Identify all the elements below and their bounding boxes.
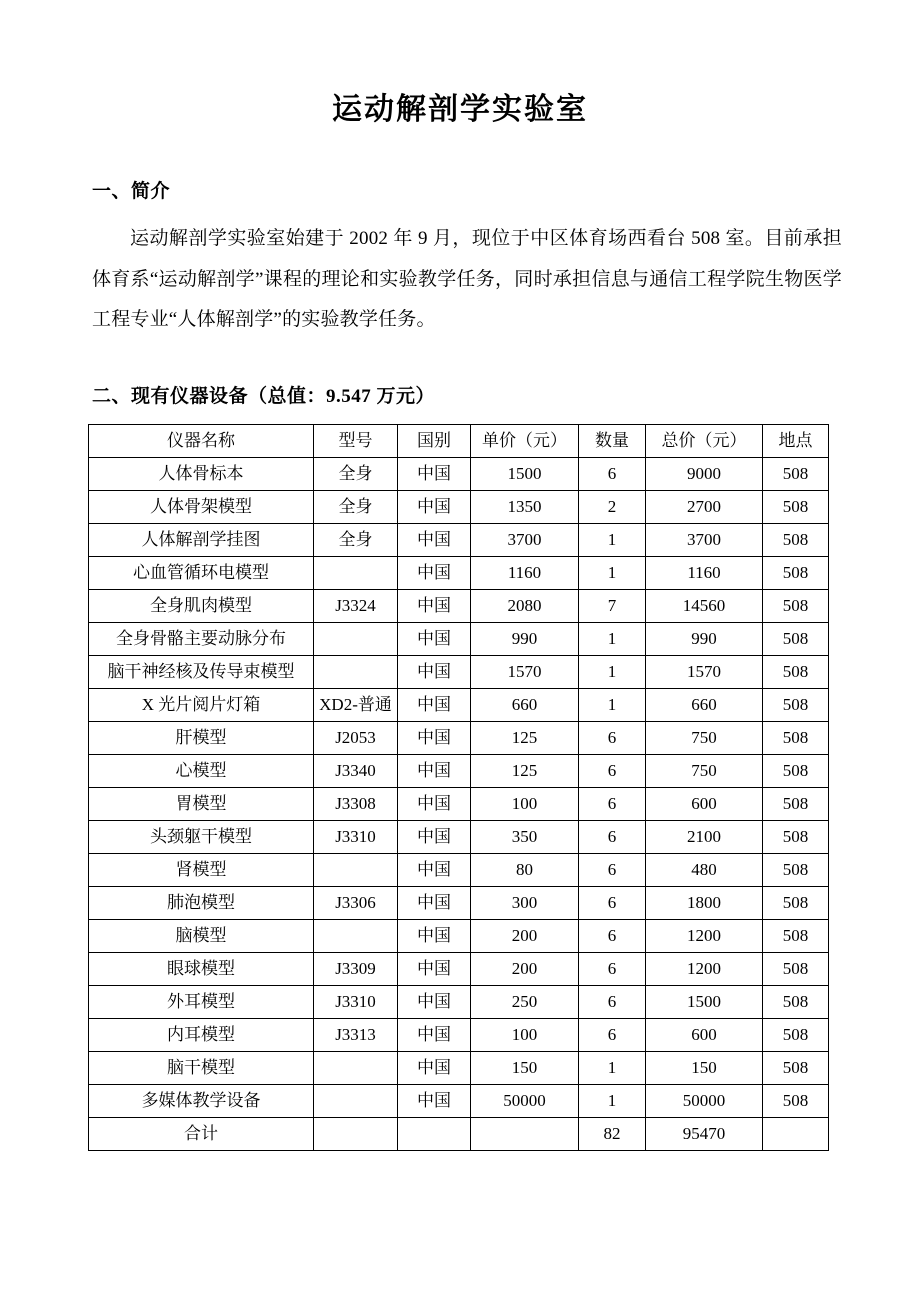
cell-quantity: 6: [579, 820, 646, 853]
cell-country: 中国: [398, 490, 471, 523]
cell-total: 480: [646, 853, 763, 886]
cell-name: 全身肌肉模型: [89, 589, 314, 622]
cell-model: [314, 1051, 398, 1084]
total-model: [314, 1117, 398, 1150]
equipment-table: [88, 424, 829, 1151]
table-row: [89, 622, 829, 655]
cell-price: 1160: [471, 556, 579, 589]
cell-price: 300: [471, 886, 579, 919]
cell-location: 508: [763, 853, 829, 886]
equipment-table-wrapper: [0, 410, 920, 1151]
table-row: [89, 721, 829, 754]
table-row: [89, 820, 829, 853]
cell-model: J3310: [314, 985, 398, 1018]
table-row: [89, 1018, 829, 1051]
cell-model: 全身: [314, 490, 398, 523]
cell-location: 508: [763, 523, 829, 556]
cell-total: 1800: [646, 886, 763, 919]
cell-name: X 光片阅片灯箱: [89, 688, 314, 721]
cell-name: 全身骨骼主要动脉分布: [89, 622, 314, 655]
cell-model: [314, 1084, 398, 1117]
cell-total: 600: [646, 1018, 763, 1051]
cell-name: 人体骨架模型: [89, 490, 314, 523]
cell-country: 中国: [398, 985, 471, 1018]
cell-model: 全身: [314, 523, 398, 556]
cell-quantity: 6: [579, 985, 646, 1018]
cell-total: 50000: [646, 1084, 763, 1117]
table-row: [89, 688, 829, 721]
cell-name: 心血管循环电模型: [89, 556, 314, 589]
cell-country: 中国: [398, 523, 471, 556]
cell-name: 人体骨标本: [89, 457, 314, 490]
cell-total: 2100: [646, 820, 763, 853]
cell-quantity: 6: [579, 754, 646, 787]
table-total-row: [89, 1117, 829, 1150]
cell-model: J3310: [314, 820, 398, 853]
cell-total: 2700: [646, 490, 763, 523]
table-row: [89, 655, 829, 688]
cell-total: 990: [646, 622, 763, 655]
cell-name: 胃模型: [89, 787, 314, 820]
cell-country: 中国: [398, 952, 471, 985]
cell-quantity: 6: [579, 1018, 646, 1051]
cell-location: 508: [763, 589, 829, 622]
column-header-price: 单价（元）: [471, 424, 579, 457]
table-row: [89, 1084, 829, 1117]
cell-price: 100: [471, 787, 579, 820]
cell-quantity: 1: [579, 556, 646, 589]
table-row: [89, 985, 829, 1018]
cell-total: 9000: [646, 457, 763, 490]
cell-price: 990: [471, 622, 579, 655]
cell-country: 中国: [398, 1051, 471, 1084]
cell-location: 508: [763, 457, 829, 490]
cell-quantity: 2: [579, 490, 646, 523]
cell-quantity: 6: [579, 853, 646, 886]
table-row: [89, 490, 829, 523]
cell-price: 3700: [471, 523, 579, 556]
cell-name: 心模型: [89, 754, 314, 787]
cell-quantity: 1: [579, 655, 646, 688]
table-row: [89, 589, 829, 622]
cell-quantity: 1: [579, 622, 646, 655]
table-header-row: [89, 424, 829, 457]
cell-price: 125: [471, 754, 579, 787]
cell-location: 508: [763, 556, 829, 589]
cell-quantity: 6: [579, 952, 646, 985]
cell-name: 肝模型: [89, 721, 314, 754]
cell-name: 多媒体教学设备: [89, 1084, 314, 1117]
cell-quantity: 6: [579, 886, 646, 919]
section-heading-equipment: 二、现有仪器设备（总值：9.547 万元）: [92, 386, 436, 408]
table-row: [89, 754, 829, 787]
cell-country: 中国: [398, 622, 471, 655]
cell-location: 508: [763, 919, 829, 952]
cell-name: 外耳模型: [89, 985, 314, 1018]
table-row: [89, 787, 829, 820]
cell-quantity: 1: [579, 523, 646, 556]
cell-location: 508: [763, 985, 829, 1018]
cell-country: 中国: [398, 457, 471, 490]
cell-quantity: 6: [579, 787, 646, 820]
cell-model: [314, 853, 398, 886]
cell-model: 全身: [314, 457, 398, 490]
cell-model: [314, 622, 398, 655]
cell-price: 50000: [471, 1084, 579, 1117]
column-header-country: 国别: [398, 424, 471, 457]
cell-name: 眼球模型: [89, 952, 314, 985]
cell-country: 中国: [398, 655, 471, 688]
cell-location: 508: [763, 952, 829, 985]
cell-country: 中国: [398, 754, 471, 787]
total-country: [398, 1117, 471, 1150]
cell-model: [314, 919, 398, 952]
column-header-quantity: 数量: [579, 424, 646, 457]
cell-total: 150: [646, 1051, 763, 1084]
cell-country: 中国: [398, 886, 471, 919]
cell-name: 脑干模型: [89, 1051, 314, 1084]
cell-model: J3309: [314, 952, 398, 985]
total-quantity: 82: [579, 1117, 646, 1150]
page-title: 运动解剖学实验室: [332, 93, 588, 126]
column-header-total: 总价（元）: [646, 424, 763, 457]
cell-model: J3340: [314, 754, 398, 787]
cell-model: J3306: [314, 886, 398, 919]
cell-location: 508: [763, 655, 829, 688]
cell-total: 1160: [646, 556, 763, 589]
cell-price: 1350: [471, 490, 579, 523]
table-row: [89, 919, 829, 952]
cell-location: 508: [763, 1018, 829, 1051]
cell-price: 2080: [471, 589, 579, 622]
cell-model: J3313: [314, 1018, 398, 1051]
cell-total: 1200: [646, 952, 763, 985]
column-header-name: 仪器名称: [89, 424, 314, 457]
cell-price: 660: [471, 688, 579, 721]
cell-location: 508: [763, 721, 829, 754]
table-row: [89, 457, 829, 490]
cell-country: 中国: [398, 919, 471, 952]
cell-location: 508: [763, 1051, 829, 1084]
cell-total: 600: [646, 787, 763, 820]
table-row: [89, 886, 829, 919]
cell-model: XD2-普通: [314, 688, 398, 721]
cell-total: 660: [646, 688, 763, 721]
cell-total: 750: [646, 754, 763, 787]
introduction-paragraph: 运动解剖学实验室始建于 2002 年 9 月，现位于中区体育场西看台 508 室。目前承担体育系“运动解剖学”课程的理论和实验教学任务，同时承担信息与通信工程学院生物医学工程专业“人体解剖学”的实验教学任务。: [92, 227, 842, 331]
cell-country: 中国: [398, 853, 471, 886]
table-row: [89, 1051, 829, 1084]
cell-total: 1500: [646, 985, 763, 1018]
cell-location: 508: [763, 787, 829, 820]
cell-location: 508: [763, 490, 829, 523]
cell-name: 脑干神经核及传导束模型: [89, 655, 314, 688]
cell-location: 508: [763, 886, 829, 919]
cell-price: 100: [471, 1018, 579, 1051]
cell-location: 508: [763, 622, 829, 655]
table-row: [89, 523, 829, 556]
cell-name: 肾模型: [89, 853, 314, 886]
cell-quantity: 6: [579, 457, 646, 490]
cell-total: 14560: [646, 589, 763, 622]
cell-country: 中国: [398, 688, 471, 721]
cell-name: 人体解剖学挂图: [89, 523, 314, 556]
cell-total: 1570: [646, 655, 763, 688]
cell-country: 中国: [398, 1018, 471, 1051]
column-header-location: 地点: [763, 424, 829, 457]
cell-location: 508: [763, 1084, 829, 1117]
cell-quantity: 7: [579, 589, 646, 622]
cell-price: 80: [471, 853, 579, 886]
cell-price: 125: [471, 721, 579, 754]
cell-model: J3324: [314, 589, 398, 622]
column-header-model: 型号: [314, 424, 398, 457]
cell-name: 内耳模型: [89, 1018, 314, 1051]
equipment-table-body: [89, 457, 829, 1117]
cell-location: 508: [763, 754, 829, 787]
cell-country: 中国: [398, 589, 471, 622]
cell-price: 200: [471, 952, 579, 985]
total-amount: 95470: [646, 1117, 763, 1150]
cell-name: 头颈躯干模型: [89, 820, 314, 853]
total-price: [471, 1117, 579, 1150]
cell-price: 1570: [471, 655, 579, 688]
cell-price: 150: [471, 1051, 579, 1084]
cell-price: 1500: [471, 457, 579, 490]
cell-total: 1200: [646, 919, 763, 952]
cell-country: 中国: [398, 787, 471, 820]
cell-location: 508: [763, 688, 829, 721]
cell-model: [314, 556, 398, 589]
cell-location: 508: [763, 820, 829, 853]
cell-quantity: 1: [579, 1084, 646, 1117]
cell-country: 中国: [398, 1084, 471, 1117]
table-row: [89, 853, 829, 886]
table-row: [89, 952, 829, 985]
cell-country: 中国: [398, 556, 471, 589]
cell-price: 350: [471, 820, 579, 853]
cell-total: 3700: [646, 523, 763, 556]
cell-price: 250: [471, 985, 579, 1018]
cell-price: 200: [471, 919, 579, 952]
cell-name: 脑模型: [89, 919, 314, 952]
cell-quantity: 6: [579, 919, 646, 952]
cell-country: 中国: [398, 721, 471, 754]
cell-quantity: 1: [579, 688, 646, 721]
cell-model: J2053: [314, 721, 398, 754]
cell-model: J3308: [314, 787, 398, 820]
total-location: [763, 1117, 829, 1150]
cell-quantity: 1: [579, 1051, 646, 1084]
table-row: [89, 556, 829, 589]
cell-country: 中国: [398, 820, 471, 853]
cell-quantity: 6: [579, 721, 646, 754]
cell-total: 750: [646, 721, 763, 754]
cell-name: 肺泡模型: [89, 886, 314, 919]
section-heading-introduction: 一、简介: [92, 181, 171, 202]
cell-model: [314, 655, 398, 688]
total-label: 合计: [89, 1117, 314, 1150]
